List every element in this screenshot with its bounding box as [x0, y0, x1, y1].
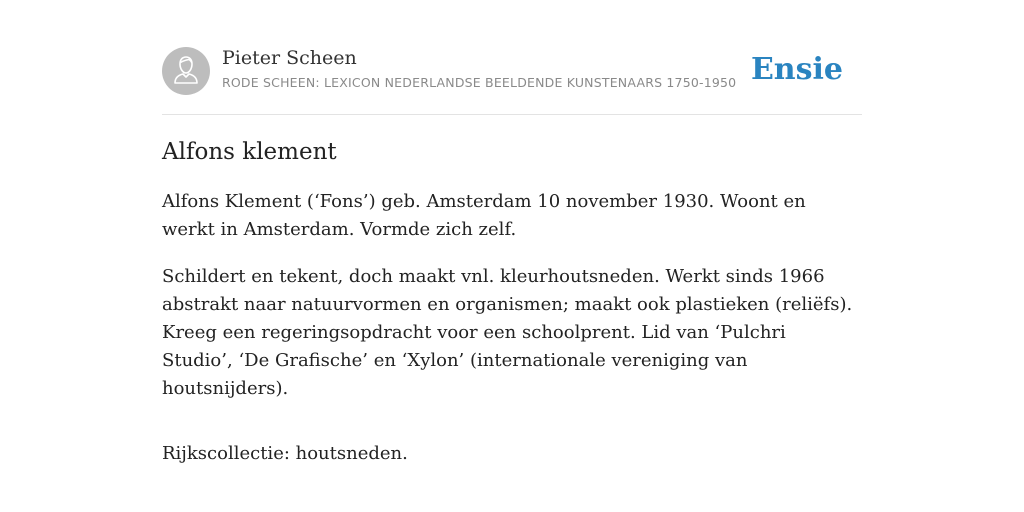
- article-paragraph: Schildert en tekent, doch maakt vnl. kleurhoutsneden. Werkt sinds 1966 abstrakt naar natuurvormen en organismen; maakt ook plastieken (reliëfs). Kreeg een regeringsopdracht voor een schoolprent. Lid van ‘Pulchri Studio’, ‘De Grafische’ en ‘Xylon’ (internationale vereniging van houtsnijders).: [162, 266, 853, 399]
- source-title[interactable]: RODE SCHEEN: LEXICON NEDERLANDSE BEELDENDE KUNSTENAARS 1750-1950: [222, 75, 737, 90]
- article: [162, 136, 862, 487]
- article-paragraph: Alfons Klement (‘Fons’) geb. Amsterdam 10 november 1930. Woont en werkt in Amsterdam. Vormde zich zelf.: [162, 191, 806, 240]
- author-name[interactable]: Pieter Scheen: [222, 47, 357, 69]
- collection-note: Rijkscollectie: houtsneden.: [162, 443, 408, 464]
- user-silhouette-icon: [162, 47, 210, 95]
- author-header: [162, 46, 862, 115]
- article-title: Alfons klement: [162, 139, 337, 165]
- avatar[interactable]: [162, 47, 210, 95]
- ensie-logo[interactable]: Ensie: [750, 52, 843, 87]
